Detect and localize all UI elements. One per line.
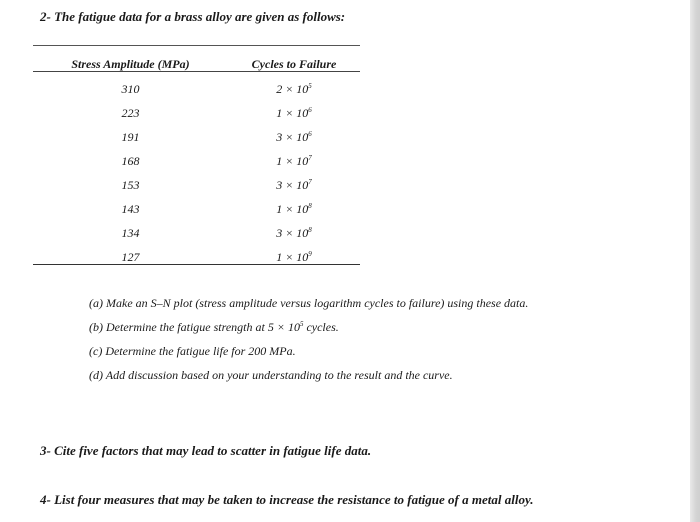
table-row: [33, 128, 360, 152]
stress-cell: 223: [121, 106, 140, 120]
question-3-heading: 3- Cite five factors that may lead to scatter in fatigue life data.: [40, 443, 372, 458]
cycles-cell: $3 \times 10^6$: [276, 130, 312, 144]
part-d: (d) Add discussion based on your understanding to the result and the curve.: [89, 368, 453, 382]
table-row: [33, 104, 360, 128]
stress-cell: 143: [121, 202, 140, 216]
table-header-rule: [33, 71, 360, 72]
question-4-heading: 4- List four measures that may be taken to increase the resistance to fatigue of a metal alloy.: [40, 492, 534, 507]
stress-cell: 134: [121, 226, 140, 240]
table-row: [33, 152, 360, 176]
table-row: [33, 176, 360, 200]
table-row: [33, 248, 360, 272]
table-row: [33, 80, 360, 104]
table-top-rule: [33, 45, 360, 46]
question-2-parts: [89, 296, 528, 392]
cycles-cell: $1 \times 10^8$: [276, 202, 312, 216]
part-b: (b) Determine the fatigue strength at $5 \times 10^5$ cycles.: [89, 320, 339, 334]
cycles-cell: $1 \times 10^7$: [276, 154, 312, 168]
part-a: (a) Make an S–N plot (stress amplitude versus logarithm cycles to failure) using these data.: [89, 296, 529, 310]
table-bottom-rule: [33, 264, 360, 265]
cycles-cell: $1 \times 10^9$: [276, 250, 312, 264]
column-header-stress: Stress Amplitude (MPa): [71, 57, 190, 71]
cycles-cell: $1 \times 10^6$: [276, 106, 312, 120]
stress-cell: 127: [121, 250, 140, 264]
column-header-cycles: Cycles to Failure: [251, 57, 337, 71]
table-row: [33, 224, 360, 248]
cycles-cell: $2 \times 10^5$: [276, 82, 312, 96]
part-c: (c) Determine the fatigue life for 200 MPa.: [89, 344, 296, 358]
page-edge-shadow: [690, 0, 700, 522]
cycles-cell: $3 \times 10^8$: [276, 226, 312, 240]
table-body: [33, 80, 360, 272]
cycles-cell: $3 \times 10^7$: [276, 178, 312, 192]
stress-cell: 153: [121, 178, 140, 192]
table-row: [33, 200, 360, 224]
question-2-heading: 2- The fatigue data for a brass alloy are given as follows:: [40, 9, 346, 24]
stress-cell: 168: [121, 154, 140, 168]
stress-cell: 310: [121, 82, 140, 96]
stress-cell: 191: [121, 130, 140, 144]
